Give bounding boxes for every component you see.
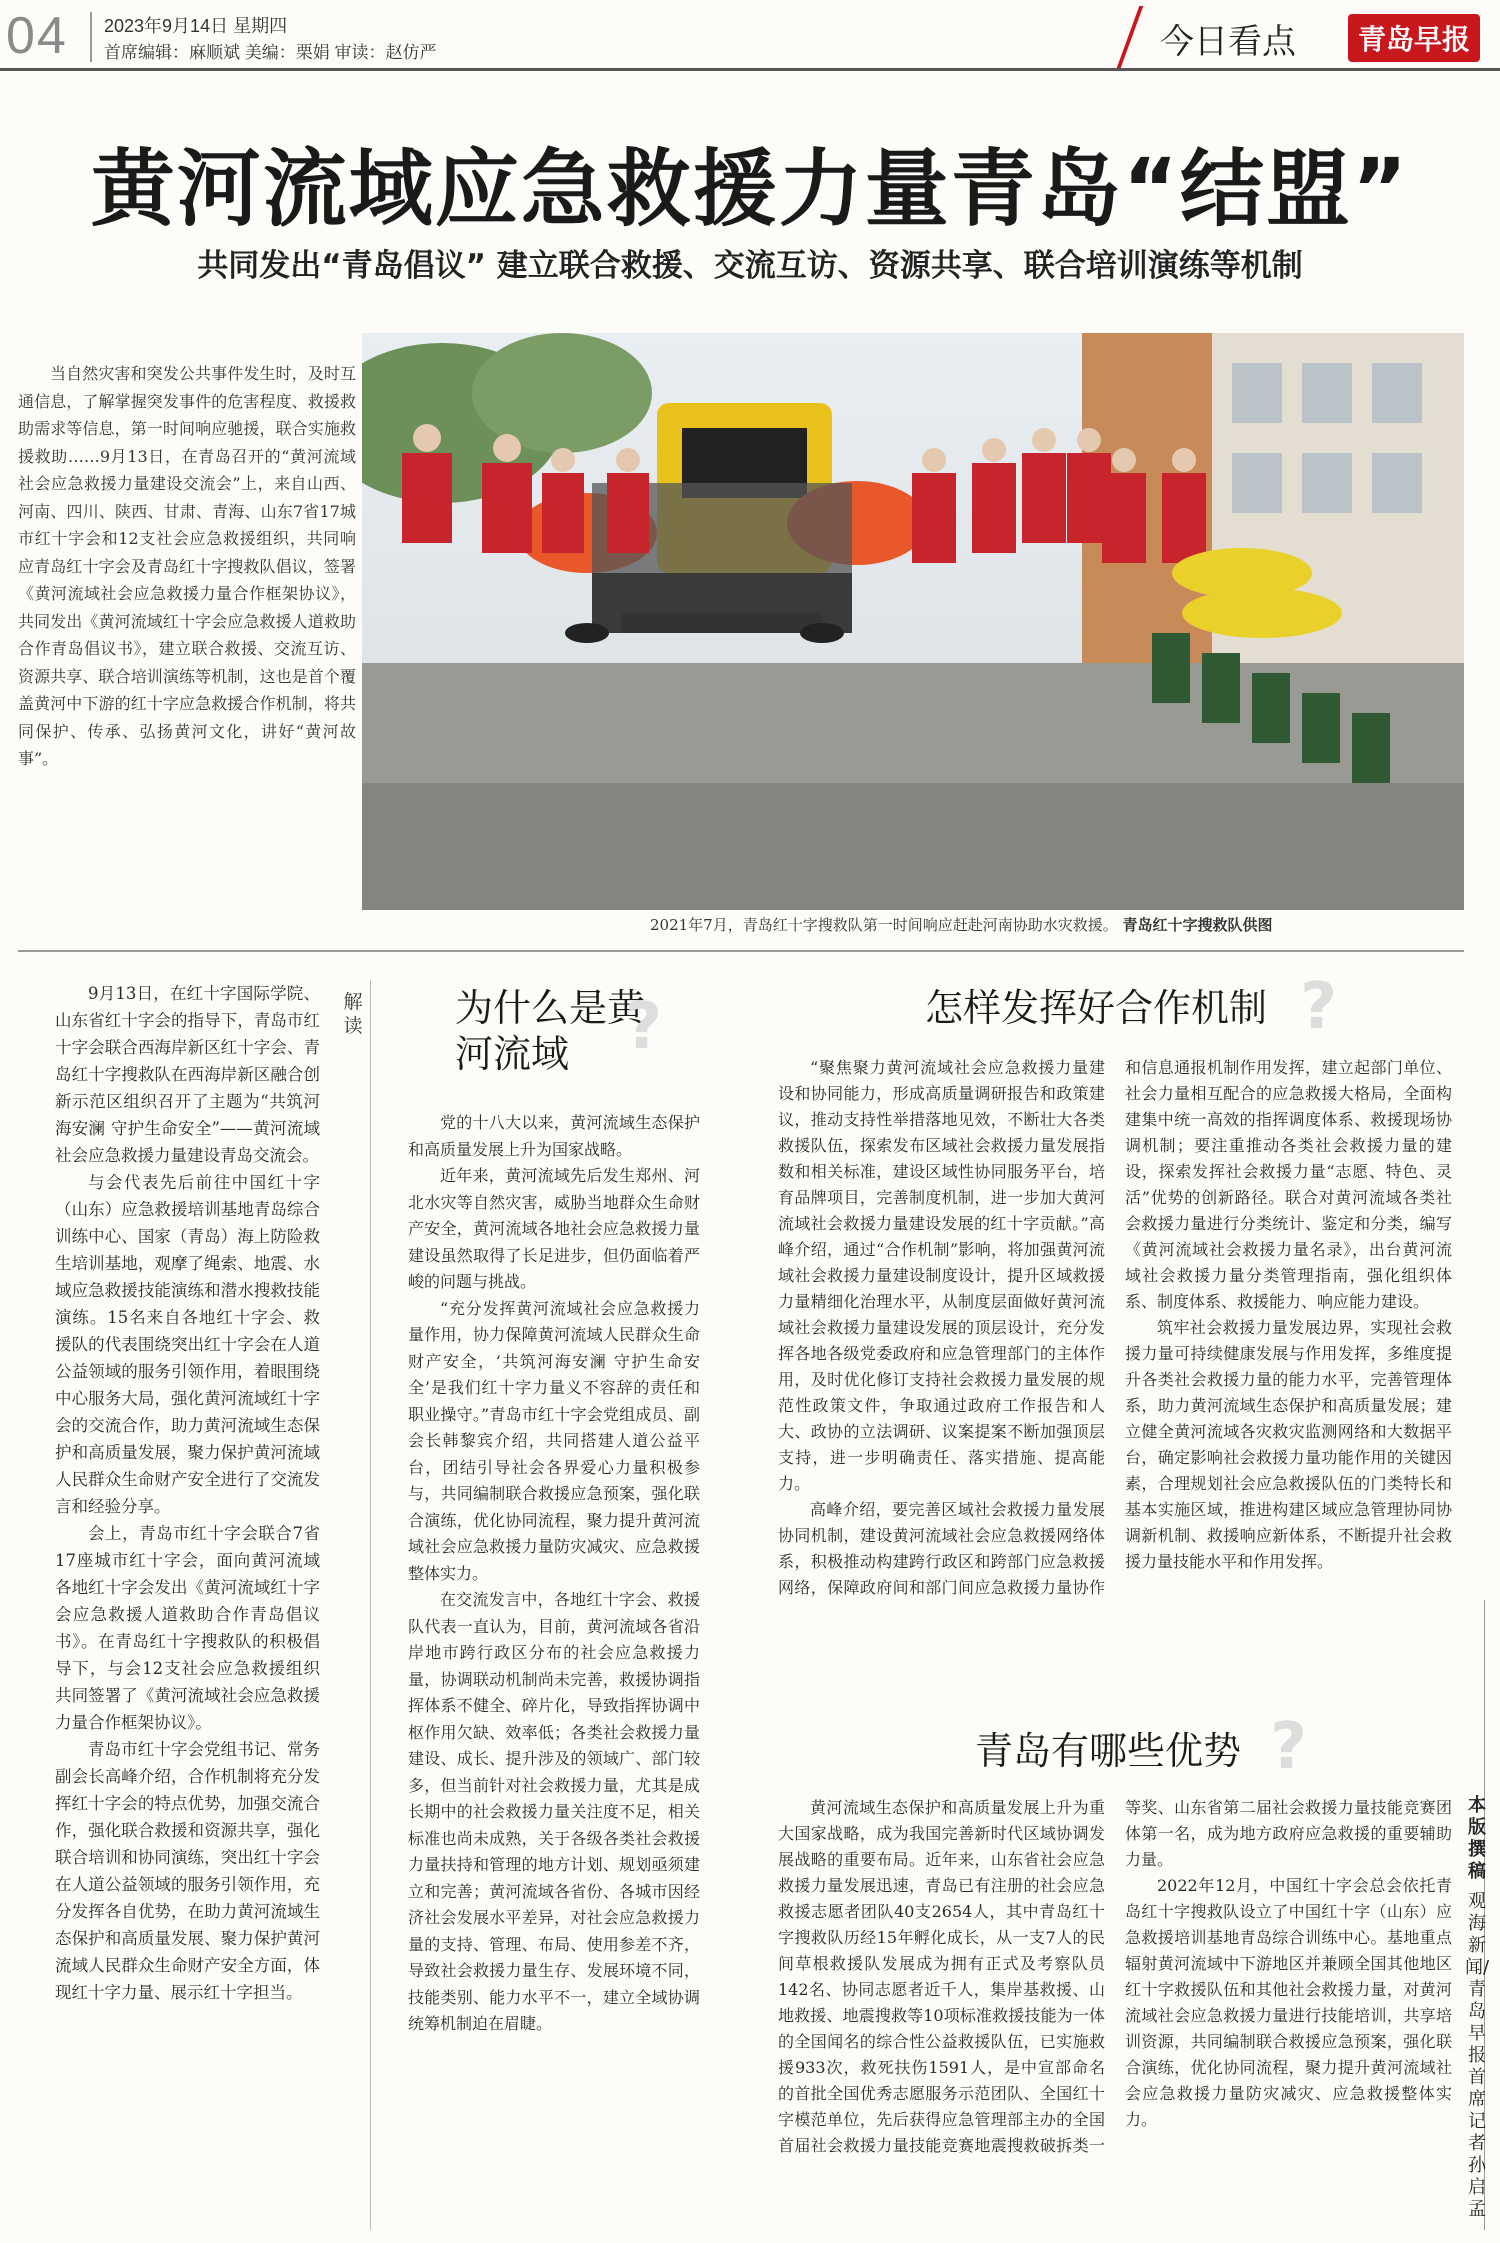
- question-mark-icon: ?: [1270, 1710, 1308, 1784]
- byline-text: 观海新闻/青岛早报首席记者 孙启孟: [1464, 1891, 1490, 2220]
- body-paragraph: 青岛市红十字会党组书记、常务副会长高峰介绍，合作机制将充分发挥红十字会的特点优势，加强交流合作，强化联合救援和资源共享，强化联合培训和协同演练，突出红十字会在人道公益领域的服务引领作用，充分发挥各自优势，在助力黄河流域生态保护和高质量发展、聚力保护黄河流域人民群众生命财产安全方面，体现红十字力量、展示红十字担当。: [55, 1740, 320, 2002]
- header-rule: [0, 68, 1500, 71]
- body-paragraph: 党的十八大以来，黄河流域生态保护和高质量发展上升为国家战略。: [408, 1113, 700, 1159]
- body-paragraph: 与会代表先后前往中国红十字（山东）应急救援培训基地青岛综合训练中心、国家（青岛）海上防险救生培训基地，观摩了绳索、地震、水域应急救援技能演练和潜水搜救技能演练。15名来自各地红十字会、救援队的代表围绕突出红十字会在人道公益领域的服务引领作用，着眼围绕中心服务大局，强化黄河流域红十字会的交流合作，助力黄河流域生态保护和高质量发展，聚力保护黄河流域人民群众生命财产安全进行了交流发言和经验分享。: [55, 1173, 320, 1516]
- body-paragraph: 高峰介绍，要完善区域社会救援力量发展协同机制，建设黄河流域社会应急救援网络体系，积极推动构建跨行政区和跨部门应急救援网络，保障政府间和部门间应急救援力量协作和信息通报机制作用发挥，建立起部门单位、社会力量相互配合的应急救援大格局，全面构建集中统一高效的指挥调度体系、救援现场协调机制；要注重推动各类社会救援力量的建设，探索发挥社会救援力量“志愿、特色、灵活”优势的创新路径。联合对黄河流域各类社会救援力量进行分类统计、鉴定和分类，编写《黄河流域社会救援力量名录》，出台黄河流域社会救援力量分类管理指南，强化组织体系、制度体系、救援能力、响应能力建设。: [778, 1058, 1452, 1597]
- headline: 黄河流域应急救援力量青岛“结盟”: [90, 140, 1410, 238]
- section-heading-why-yellow-river: 为什么是黄河流域: [455, 986, 646, 1076]
- subheadline: 共同发出“青岛倡议” 建立联合救援、交流互访、资源共享、联合培训演练等机制: [197, 248, 1303, 284]
- body-paragraph: 在交流发言中，各地红十字会、救援队代表一直认为，目前，黄河流域各省沿岸地市跨行政区分布的社会应急救援力量，协调联动机制尚未完善，救援协调指挥体系不健全、碎片化，导致指挥协调中枢作用欠缺、效率低；各类社会救援力量建设、成长、提升涉及的领域广、部门较多，但当前针对社会救援力量，尤其是成长期中的社会救援力量关注度不足，相关标准也尚未成熟，关于各级各类社会救援力量扶持和管理的地方计划、规划亟须建立和完善；黄河流域各省份、各城市因经济社会发展水平差异，对社会应急救援力量的支持、管理、布局、使用参差不齐，导致社会救援力量生存、发展环境不同，技能类别、能力水平不一，建立全域协调统筹机制迫在眉睫。: [408, 1590, 700, 2033]
- body-paragraph: “聚焦聚力黄河流域社会应急救援力量建设和协同能力，形成高质量调研报告和政策建议，推动支持性举措落地见效，不断壮大各类救援队伍，探索发布区域社会救援力量发展指数和相关标准，建设区域性协同服务平台，培育品牌项目，完善制度机制，进一步加大黄河流域社会救援力量建设发展的红十字贡献。”高峰介绍，通过“合作机制”影响，将加强黄河流域社会救援力量建设制度设计，提升区域救援力量精细化治理水平，从制度层面做好黄河流域社会救援力量建设发展的顶层设计，充分发挥各地各级党委政府和应急管理部门的主体作用，及时优化修订支持社会救援力量发展的规范性政策文件，争取通过政府工作报告和人大、政协的立法调研、议案提案不断加强顶层支持，进一步明确责任、落实措施、提高能力。: [778, 1058, 1105, 1493]
- photo-credit: 青岛红十字搜救队供图: [1122, 916, 1273, 934]
- section-heading-cooperation: 怎样发挥好合作机制: [925, 986, 1268, 1030]
- page-number: 04: [6, 7, 68, 65]
- photo-illustration: [362, 333, 1464, 910]
- newspaper-logo: 青岛早报: [1348, 14, 1480, 62]
- lead-paragraph: [18, 360, 356, 773]
- section-heading-qingdao-advantages: 青岛有哪些优势: [975, 1729, 1242, 1773]
- body-paragraph: “充分发挥黄河流域社会应急救援力量作用，协力保障黄河流域人民群众生命财产安全，‘共筑河海安澜 守护生命安全’是我们红十字力量义不容辞的责任和职业操守。”青岛市红十字会党组成员、副会长韩黎宾介绍，共同搭建人道公益平台，团结引导社会各界爱心力量积极参与，共同编制联合救援应急预案，强化联合演练，优化协同流程，聚力提升黄河流域社会应急救援力量防灾减灾、应急救援整体实力。: [408, 1298, 700, 1583]
- question-mark-icon: ?: [1300, 970, 1338, 1044]
- body-paragraph: 会上，青岛市红十字会联合7省17座城市红十字会，面向黄河流域各地红十字会发出《黄河流域红十字会应急救援人道救助合作青岛倡议书》。在青岛红十字搜救队的积极倡导下，与会12支社会应急救援组织共同签署了《黄河流域社会应急救援力量合作框架协议》。: [55, 1524, 320, 1732]
- byline: [1464, 1795, 1490, 2221]
- section-slash-decoration: [1117, 6, 1144, 68]
- section-title: 今日看点: [1160, 23, 1296, 61]
- body-paragraph: 筑牢社会救援力量发展边界，实现社会救援力量可持续健康发展与作用发挥，多维度提升各类社会救援力量的能力水平，完善管理体系，助力黄河流域生态保护和高质量发展；建立健全黄河流域各灾救灾监测网络和大数据平台，确定影响社会救援力量功能作用的关键因素，合理规划社会应急救援队伍的门类特长和基本实施区域，推进构建区域应急管理协同协调新机制、救援响应新体系，不断提升社会救援力量技能水平和作用发挥。: [1125, 1318, 1452, 1571]
- photo-caption: [650, 914, 1273, 935]
- lead-text: 当自然灾害和突发公共事件发生时，及时互通信息，了解掌握突发事件的危害程度、救援救助需求等信息，第一时间响应驰援，联合实施救援救助……9月13日，在青岛召开的“黄河流域社会应急救援力量建设交流会”上，来自山西、河南、四川、陕西、甘肃、青海、山东7省17城市红十字会和12支社会应急救援组织，共同响应青岛红十字会及青岛红十字搜救队倡议，签署《黄河流域社会应急救援力量合作框架协议》，共同发出《黄河流域红十字会应急救援人道救助合作青岛倡议书》，建立联合救援、交流互访、资源共享、联合培训演练等机制，这也是首个覆盖黄河中下游的红十字应急救援合作机制，将共同保护、传承、弘扬黄河文化，讲好“黄河故事”。: [18, 364, 356, 768]
- body-paragraph: 黄河流域生态保护和高质量发展上升为重大国家战略，成为我国完善新时代区域协调发展战略的重要布局。近年来，山东省社会应急救援力量发展迅速，青岛已有注册的社会应急救援志愿者团队40支2654人，其中青岛红十字搜救队历经15年孵化成长，从一支7人的民间草根救援队发展成为拥有正式及考察队员142名、协同志愿者近千人，集岸基救援、山地救援、地震搜救等10项标准救援技能为一体的全国闻名的综合性公益救援队伍，已实施救援933次，救死扶伤1591人，是中宣部命名的首批全国优秀志愿服务示范团队、全国红十字模范单位，先后获得应急管理部主办的全国首届社会救援力量技能竞赛地震搜救破拆类一等奖、山东省第二届社会救援力量技能竞赛团体第一名，成为地方政府应急救援的重要辅助力量。: [778, 1798, 1452, 2155]
- body-paragraph: 近年来，黄河流域先后发生郑州、河北水灾等自然灾害，威胁当地群众生命财产安全，黄河流域各地社会应急救援力量建设虽然取得了长足进步，但仍面临着严峻的问题与挑战。: [408, 1166, 700, 1291]
- header-divider: [90, 12, 92, 62]
- question-mark-icon: ?: [625, 990, 663, 1064]
- caption-text: 2021年7月，青岛红十字搜救队第一时间响应赶赴河南协助水灾救援。: [650, 916, 1118, 934]
- body-paragraph: 9月13日，在红十字国际学院、山东省红十字会的指导下，青岛市红十字会联合西海岸新区红十字会、青岛红十字搜救队在西海岸新区融合创新示范区组织召开了主题为“共筑河海安澜 守护生命安全”——黄河流域社会应急救援力量建设青岛交流会。: [55, 984, 320, 1165]
- body-paragraph: 2022年12月，中国红十字会总会依托青岛红十字搜救队设立了中国红十字（山东）应急救援培训基地青岛综合训练中心。基地重点辐射黄河流域中下游地区并兼顾全国其他地区红十字救援队伍和其他社会救援力量，对黄河流域社会应急救援力量进行技能培训，共享培训资源，共同编制联合救援应急预案，强化联合演练，优化协同流程，聚力提升黄河流域社会应急救援力量防灾减灾、应急救援整体实力。: [1125, 1876, 1452, 2129]
- column-rule: [370, 980, 371, 2230]
- rescue-team-photo: [362, 333, 1464, 910]
- body-columns-5-6: [778, 1795, 1452, 2225]
- body-column-2: [408, 1110, 700, 2038]
- section-divider: [18, 950, 1464, 952]
- byline-label: 本版撰稿: [1468, 1795, 1486, 1882]
- body-columns-3-4: [778, 1055, 1452, 1710]
- editor-credits: 首席编辑：麻顺斌 美编：栗娟 审读：赵仿严: [104, 43, 437, 62]
- body-column-1: [55, 980, 320, 2006]
- interpret-label: 解读: [343, 991, 363, 1037]
- issue-date: 2023年9月14日 星期四: [104, 16, 288, 36]
